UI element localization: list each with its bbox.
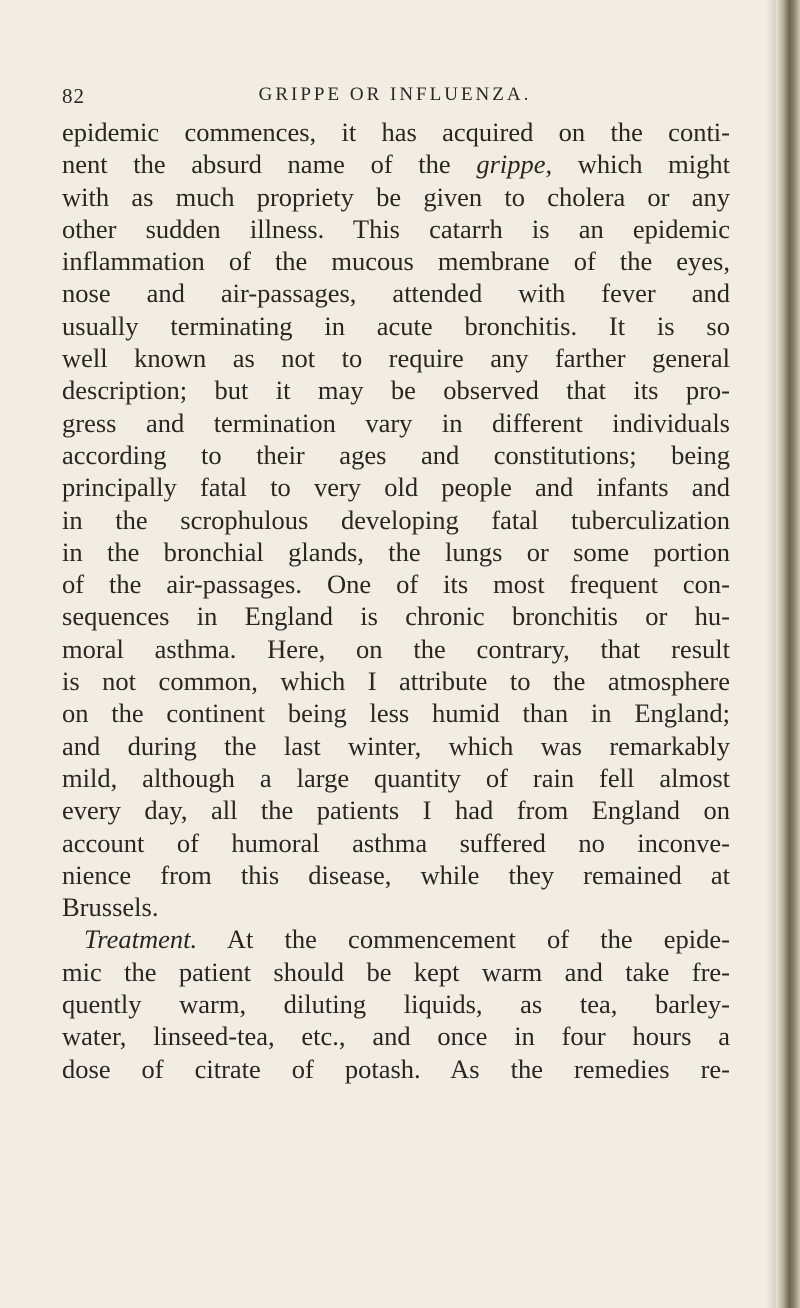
text-line: of the air-passages. One of its most frequent con- [62,569,730,600]
text-line: on the continent being less humid than in England; [62,698,730,729]
text-line: in the scrophulous developing fatal tuberculization [62,504,730,535]
text-line: with as much propriety be given to cholera or any [62,181,730,212]
text-line: in the bronchial glands, the lungs or some portion [62,536,730,567]
text-line [62,148,730,180]
text-fragment: At the commencement of the epide- [226,924,730,955]
text-line: mic the patient should be kept warm and take fre- [62,956,730,987]
running-head: GRIPPE OR INFLUENZA. [258,84,532,105]
text-line: account of humoral asthma suffered no inconve- [62,827,730,858]
text-line: water, linseed-tea, etc., and once in four hours a [62,1021,730,1052]
text-fragment: nent the absurd name of the [62,149,451,180]
text-line: principally fatal to very old people and infants and [62,472,730,503]
text-line: and during the last winter, which was remarkably [62,730,730,761]
page-edge [776,0,800,1308]
italic-term: grippe, [476,149,553,180]
text-fragment: which might [577,149,730,180]
text-line: mild, although a large quantity of rain fell almost [62,762,730,793]
text-line: epidemic commences, it has acquired on the conti- [62,117,730,147]
text-line: every day, all the patients I had from England on [62,795,730,826]
page-gutter-shadow [766,0,776,1308]
text-line: according to their ages and constitutions; being [62,439,730,470]
text-line: dose of citrate of potash. As the remedies re- [62,1053,730,1084]
body-text [62,116,730,1085]
treatment-heading: Treatment. [84,924,198,955]
text-line: well known as not to require any farther general [62,343,730,374]
text-line: nience from this disease, while they remained at [62,859,730,890]
text-line: other sudden illness. This catarrh is an epidemic [62,213,730,244]
text-line [62,923,730,955]
text-line: nose and air-passages, attended with fever and [62,278,730,309]
page-number: 82 [62,84,85,108]
text-line: Brussels. [62,892,159,923]
text-line: gress and termination vary in different individuals [62,407,730,438]
text-line: moral asthma. Here, on the contrary, that result [62,633,730,664]
text-line: is not common, which I attribute to the atmosphere [62,666,730,697]
text-line: description; but it may be observed that its pro- [62,375,730,406]
text-line: quently warm, diluting liquids, as tea, barley- [62,989,730,1020]
page-header [62,84,728,112]
text-line: usually terminating in acute bronchitis. It is so [62,310,730,341]
text-line: inflammation of the mucous membrane of the eyes, [62,246,730,277]
text-line: sequences in England is chronic bronchitis or hu- [62,601,730,632]
